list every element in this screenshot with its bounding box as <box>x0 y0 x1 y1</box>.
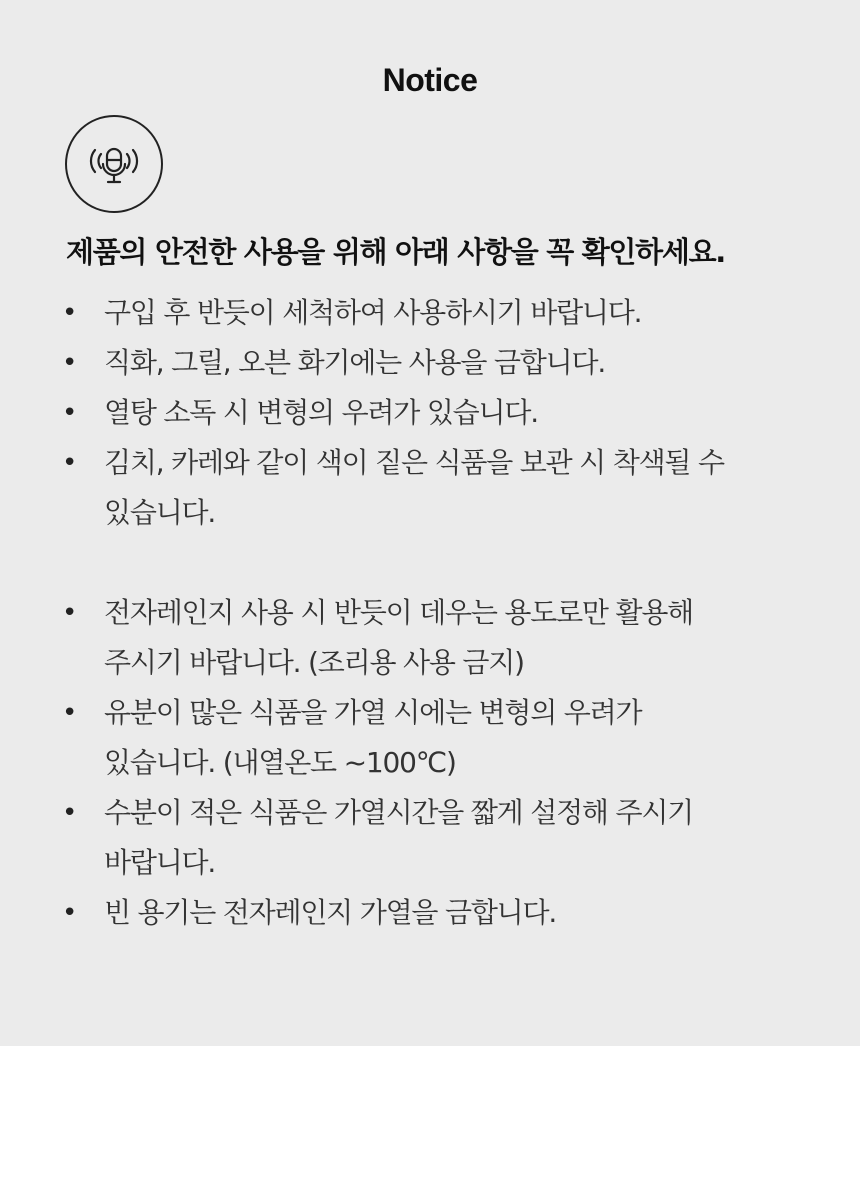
list-item <box>0 338 824 388</box>
bullet: • <box>62 398 77 428</box>
bullet: • <box>62 798 77 828</box>
item-text: 김치, 카레와 같이 색이 짙은 식품을 보관 시 착색될 수 <box>104 446 724 479</box>
bullet: • <box>62 598 77 628</box>
list-gap <box>0 538 860 588</box>
bullet: • <box>62 448 77 478</box>
list-item <box>0 688 824 788</box>
item-text-continued: 있습니다. <box>104 496 216 529</box>
item-text: 직화, 그릴, 오븐 화기에는 사용을 금합니다. <box>104 346 606 379</box>
item-text: 빈 용기는 전자레인지 가열을 금합니다. <box>104 896 557 929</box>
list-item <box>0 788 824 888</box>
list-item <box>0 888 824 938</box>
item-text-continued: 바랍니다. <box>104 846 216 879</box>
item-text: 구입 후 반듯이 세척하여 사용하시기 바랍니다. <box>104 296 642 329</box>
list-item <box>0 388 824 438</box>
microphone-broadcast-icon <box>65 115 163 213</box>
notice-headline: 제품의 안전한 사용을 위해 아래 사항을 꼭 확인하세요. <box>66 235 725 269</box>
item-text: 열탕 소독 시 변형의 우려가 있습니다. <box>104 396 538 429</box>
bullet: • <box>62 348 77 378</box>
item-text: 유분이 많은 식품을 가열 시에는 변형의 우려가 <box>104 696 642 729</box>
bullet: • <box>62 698 77 728</box>
item-text: 전자레인지 사용 시 반듯이 데우는 용도로만 활용해 <box>104 596 694 629</box>
list-item <box>0 588 824 688</box>
bullet: • <box>62 298 77 328</box>
list-item <box>0 438 824 538</box>
item-text-continued: 주시기 바랍니다. (조리용 사용 금지) <box>104 646 524 679</box>
notice-title: Notice <box>382 62 478 98</box>
notice-list <box>0 288 860 938</box>
item-text-continued: 있습니다. (내열온도 ~100℃) <box>104 746 456 779</box>
item-text: 수분이 적은 식품은 가열시간을 짧게 설정해 주시기 <box>104 796 694 829</box>
bullet: • <box>62 898 77 928</box>
list-item <box>0 288 824 338</box>
